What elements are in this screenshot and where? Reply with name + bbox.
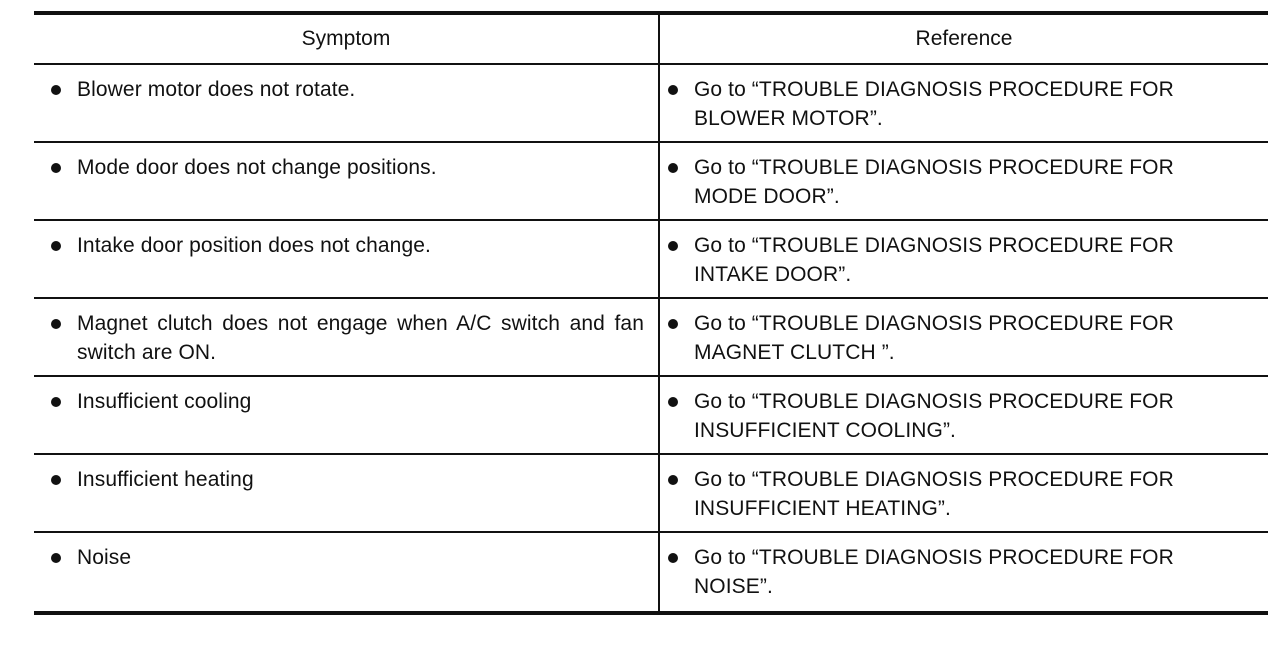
reference-line: INSUFFICIENT HEATING”. — [694, 497, 951, 520]
bullet-icon — [668, 319, 678, 329]
symptom-text: Magnet clutch does not engage when A/C switch and fan switch are ON. — [77, 312, 644, 364]
reference-cell — [659, 142, 1268, 220]
reference-text — [694, 387, 1250, 445]
reference-text — [694, 543, 1250, 601]
reference-text — [694, 465, 1250, 523]
reference-line: INTAKE DOOR”. — [694, 263, 852, 286]
symptom-text: Insufficient heating — [77, 468, 254, 491]
reference-cell — [659, 454, 1268, 532]
bullet-icon — [668, 553, 678, 563]
table-row — [34, 454, 1268, 532]
reference-line: Go to “TROUBLE DIAGNOSIS PROCEDURE FOR — [694, 234, 1174, 257]
bullet-icon — [51, 553, 61, 563]
bullet-icon — [51, 85, 61, 95]
symptom-text: Noise — [77, 546, 132, 569]
symptom-cell — [34, 376, 659, 454]
symptom-cell — [34, 298, 659, 376]
bullet-icon — [51, 475, 61, 485]
table-row — [34, 142, 1268, 220]
reference-line: INSUFFICIENT COOLING”. — [694, 419, 956, 442]
bullet-icon — [51, 241, 61, 251]
symptom-cell — [34, 454, 659, 532]
symptom-column-header: Symptom — [34, 13, 659, 64]
reference-column-header: Reference — [659, 13, 1268, 64]
reference-line: Go to “TROUBLE DIAGNOSIS PROCEDURE FOR — [694, 156, 1174, 179]
table-row — [34, 220, 1268, 298]
bullet-icon — [668, 163, 678, 173]
bullet-icon — [51, 397, 61, 407]
symptom-cell — [34, 220, 659, 298]
table-row — [34, 376, 1268, 454]
bullet-icon — [668, 241, 678, 251]
table-row — [34, 64, 1268, 142]
symptom-text: Intake door position does not change. — [77, 234, 431, 257]
reference-text — [694, 231, 1250, 289]
reference-cell — [659, 298, 1268, 376]
bullet-icon — [51, 163, 61, 173]
symptom-text: Mode door does not change positions. — [77, 156, 437, 179]
bullet-icon — [668, 475, 678, 485]
reference-cell — [659, 532, 1268, 613]
reference-line: Go to “TROUBLE DIAGNOSIS PROCEDURE FOR — [694, 546, 1174, 569]
reference-line: MODE DOOR”. — [694, 185, 840, 208]
reference-line: Go to “TROUBLE DIAGNOSIS PROCEDURE FOR — [694, 312, 1174, 335]
reference-cell — [659, 220, 1268, 298]
bullet-icon — [668, 397, 678, 407]
table-header-row — [34, 13, 1268, 64]
reference-line: Go to “TROUBLE DIAGNOSIS PROCEDURE FOR — [694, 468, 1174, 491]
reference-text — [694, 75, 1250, 133]
bullet-icon — [668, 85, 678, 95]
symptom-text: Blower motor does not rotate. — [77, 78, 356, 101]
symptom-cell — [34, 142, 659, 220]
reference-line: NOISE”. — [694, 575, 773, 598]
reference-cell — [659, 376, 1268, 454]
bullet-icon — [51, 319, 61, 329]
symptom-text: Insufficient cooling — [77, 390, 252, 413]
table-row — [34, 532, 1268, 613]
reference-line: MAGNET CLUTCH ”. — [694, 341, 895, 364]
symptom-cell — [34, 64, 659, 142]
reference-line: BLOWER MOTOR”. — [694, 107, 883, 130]
reference-line: Go to “TROUBLE DIAGNOSIS PROCEDURE FOR — [694, 390, 1174, 413]
reference-text — [694, 309, 1250, 367]
symptom-cell — [34, 532, 659, 613]
table-row — [34, 298, 1268, 376]
symptom-reference-table — [34, 11, 1268, 615]
reference-line: Go to “TROUBLE DIAGNOSIS PROCEDURE FOR — [694, 78, 1174, 101]
reference-text — [694, 153, 1250, 211]
reference-cell — [659, 64, 1268, 142]
